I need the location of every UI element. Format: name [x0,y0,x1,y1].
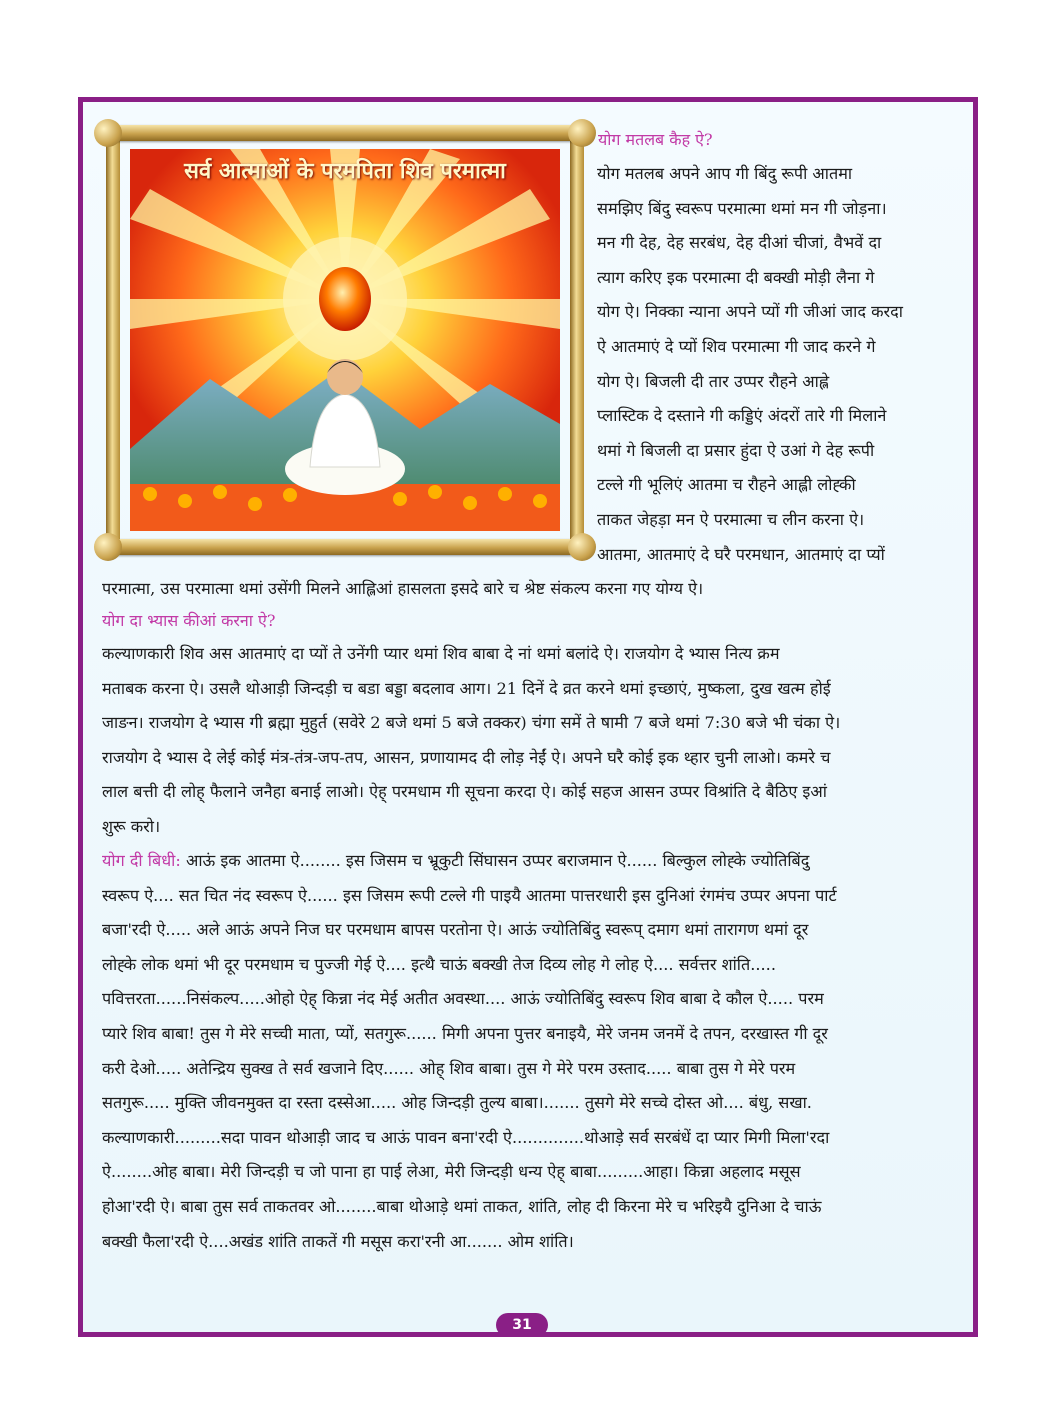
text-line: होआ'रदी ऐ। बाबा तुस सर्व ताकतवर ओ........बाबा थोआड़े थमां ताकत, शांति, लोह दी किरना मेरे च भरिइयै दुनिआ दे चाऊं [102,1196,822,1216]
text-line: शुरू करो। [102,816,161,836]
page-number: 31 [496,1313,548,1337]
text-line: टल्ले गी भूलिएं आतमा च रौहने आह्ली लोह्की [597,475,856,495]
picture-banner: सर्व आत्माओं के परमपिता शिव परमात्मा [184,158,506,184]
text-line: पवित्तरता......निसंकल्प.....ओहो ऐह् किन्ना नंद मेई अतीत अवस्था.... आऊं ज्योतिबिंदु स्वरूप शिव बाबा दे कौल ऐ..... परम [102,989,824,1009]
text-line: स्वरूप ऐ.... सत चित नंद स्वरूप ऐ...... इस जिसम रूपी टल्ले गी पाइयै आतमा पात्तरधारी इस दुनिआं रंगमंच उप्पर अपना पार्ट [102,885,837,905]
text-line: समझिए बिंदु स्वरूप परमात्मा थमां मन गी जोड़ना। [597,198,887,218]
text-line: प्यारे शिव बाबा! तुस गे मेरे सच्ची माता, प्यों, सतगुरू...... मिगी अपना पुत्तर बनाइयै, मेरे जनम जनमें दे तपन, दरखास्त गी दूर [102,1023,828,1043]
text-line: योग ऐ। निक्का न्याना अपने प्यों गी जीआं जाद करदा [597,302,903,322]
scroll-knob [94,533,122,561]
text-line: करी देओ..... अतेन्द्रिय सुक्ख ते सर्व खजाने दिए...... ओह् शिव बाबा। तुस गे मेरे परम उस्ताद..... बाबा तुस गे मेरे परम [102,1058,796,1078]
text-line: लाल बत्ती दी लोह् फैलाने जनैहा बनाई लाओ। ऐह् परमधाम गी सूचना करदा ऐ। कोई सहज आसन उप्पर विश्रांति दे बैठिए इआं [102,782,827,802]
meditation-picture [130,149,560,531]
scroll-rod-top [100,125,590,141]
text-line: आतमा, आतमाएं दे घरै परमधान, आतमाएं दा प्यों [597,544,885,564]
meditating-figure-icon [130,149,560,531]
text-line: लोह्के लोक थमां भी दूर परमधाम च पुज्जी गेई ऐ.... इत्थै चाऊं बक्खी तेज दिव्य लोह गे लोह ऐ.... सर्वत्तर शांति..... [102,954,776,974]
text-line: योग ऐ। बिजली दी तार उप्पर रौहने आह्ले [597,371,829,391]
scroll-post-left [106,133,120,547]
text-line: राजयोग दे भ्यास दे लेई कोई मंत्र-तंत्र-जप-तप, आसन, प्रणायामद दी लोड़ नेईं ऐ। अपने घरै कोई इक थ्हार चुनी लाओ। कमरे च [102,747,831,767]
text-line: मन गी देह, देह सरबंध, देह दीआं चीजां, वैभवें दा [597,233,882,253]
text-line: बजा'रदी ऐ..... अले आऊं अपने निज घर परमधाम बापस परतोना ऐ। आऊं ज्योतिबिंदु स्वरूप् दमाग थमां तारागण थमां दूर [102,920,809,940]
section-heading: योग दा भ्यास कीआं करना ऐ? [102,611,276,630]
text-line: कल्याणकारी शिव अस आतमाएं दा प्यों ते उनेंगी प्यार थमां शिव बाबा दे नां थमां बलांदे ऐ। राजयोग दे भ्यास नित्य क्रम [102,644,780,663]
text-line: सतगुरू..... मुक्ति जीवनमुक्त दा रस्ता दस्सेआ..... ओह जिन्दड़ी तुल्य बाबा।....... तुसगे मेरे सच्चे दोस्त ओ.... बंधु, सखा. [102,1093,812,1113]
section-1-full-line: परमात्मा, उस परमात्मा थमां उसेंगी मिलने आह्लिआं हासलता इसदे बारे च श्रेष्ट संकल्प करना गए योग्य ऐ। [102,579,704,598]
text-line: ताकत जेहड़ा मन ऐ परमात्मा च लीन करना ऐ। [597,509,865,529]
section-heading: योग मतलब कैह ऐ? [598,130,713,149]
text-line-rest: आऊं इक आतमा ऐ........ इस जिसम च भ्रूकुटी सिंघासन उप्पर बराजमान ऐ...... बिल्कुल लोह्के ज्योतिबिंदु [180,851,810,870]
section-3-body [102,844,947,1259]
scroll-illustration [100,125,590,555]
section-label: योग दी बिधी: [102,851,181,870]
text-line [102,844,947,879]
text-line: बक्खी फैला'रदी ऐ....अखंड शांति ताकतें गी मसूस करा'रनी आ....... ओम शांति। [102,1231,574,1251]
text-line: थमां गे बिजली दा प्रसार हुंदा ऐ उआं गे देह रूपी [597,440,875,460]
text-line: जाङन। राजयोग दे भ्यास गी ब्रह्मा मुहुर्त (सवेरे 2 बजे थमां 5 बजे तक्कर) चंगा समें ते षामी 7 बजे थमां 7:30 बजे भी चंका ऐ। [102,713,841,733]
scroll-knob [568,533,596,561]
scroll-knob [568,119,596,147]
text-line: मताबक करना ऐ। उसलै थोआड़ी जिन्दड़ी च बडा बड्डा बदलाव आग। 21 दिनें दे व्रत करने थमां इच्छाएं, मुष्कला, दुख खत्म होई [102,678,831,698]
scroll-rod-bottom [100,539,590,555]
text-line: कल्याणकारी.........सदा पावन थोआड़ी जाद च आऊं पावन बना'रदी ऐ..............थोआड़े सर्व सरबंधें दा प्यार मिगी मिला'रदा [102,1127,830,1147]
text-line: प्लास्टिक दे दस्ताने गी कड्डिएं अंदरों तारे गी मिलाने [597,406,887,426]
text-line: ऐ........ओह बाबा। मेरी जिन्दड़ी च जो पाना हा पाई लेआ, मेरी जिन्दड़ी धन्य ऐह् बाबा.........आहा। किन्ना अहलाद मसूस [102,1162,801,1182]
text-line: ऐ आतमाएं दे प्यों शिव परमात्मा गी जाद करने गे [597,336,876,356]
scroll-post-right [570,133,584,547]
text-line: योग मतलब अपने आप गी बिंदु रूपी आतमा [597,164,853,183]
section-2-body [102,637,947,845]
section-1-column [597,157,943,572]
scroll-knob [94,119,122,147]
text-line: त्याग करिए इक परमात्मा दी बक्खी मोड़ी लैना गे [597,267,875,287]
